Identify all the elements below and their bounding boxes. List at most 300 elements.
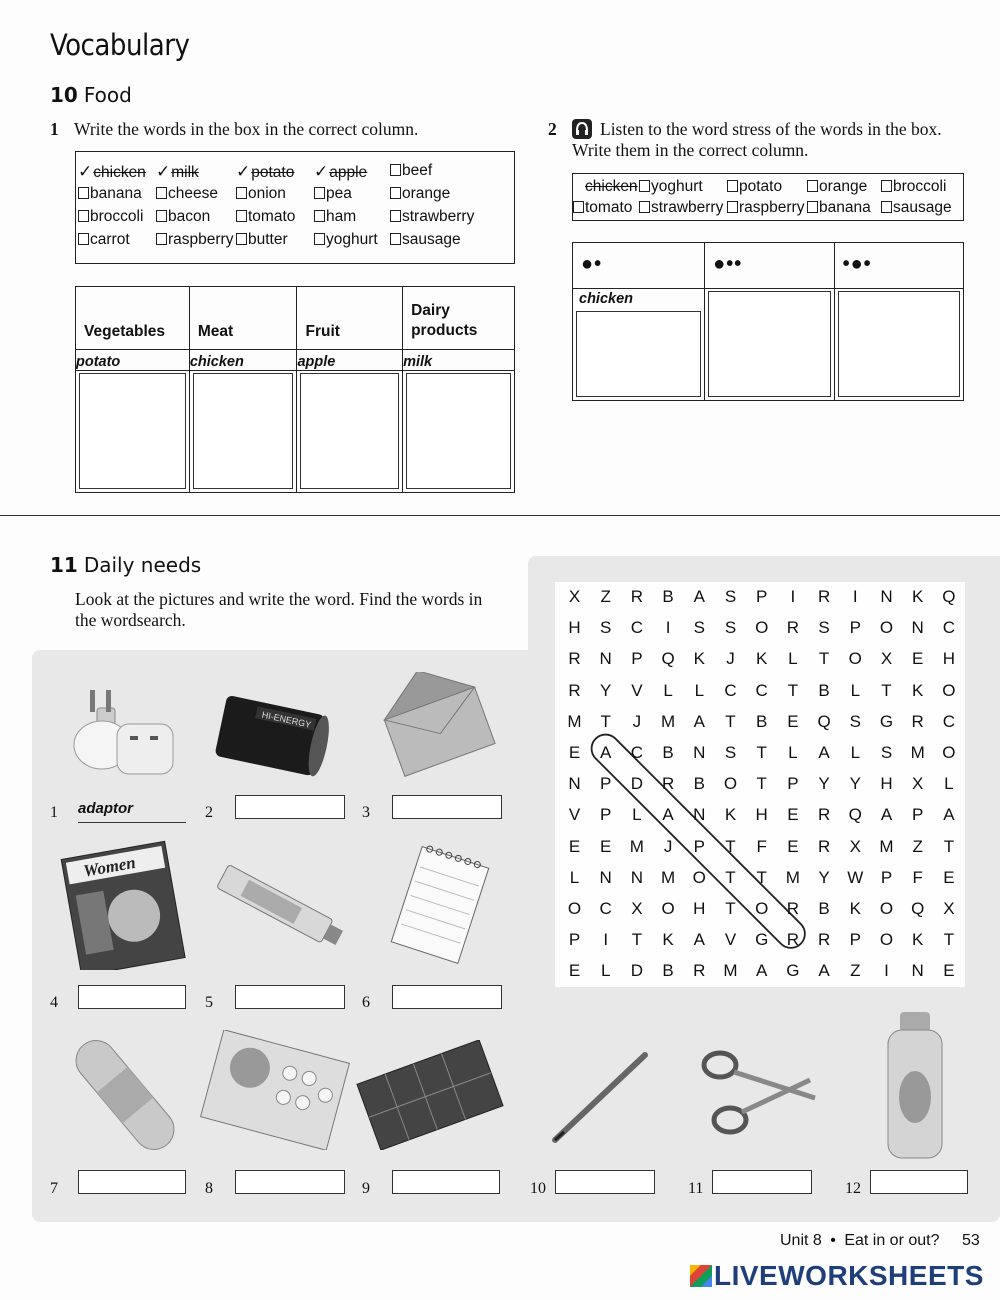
battery-icon [212,680,332,790]
wordsearch-letter[interactable]: E [787,711,799,731]
wordsearch-letter[interactable]: N [630,867,644,887]
column-header-vegetables: Vegetables [76,287,190,350]
wordsearch-letter[interactable]: P [631,649,643,669]
word-label: cheese [168,185,218,202]
wordsearch-letter[interactable]: X [880,649,893,669]
wordsearch-letter[interactable]: A [880,805,893,825]
wordsearch-letter[interactable]: P [912,805,924,825]
word-label: butter [248,231,288,248]
checkbox[interactable] [807,180,818,192]
wordsearch-letter[interactable]: Z [912,836,923,856]
stress-word-potato [727,178,782,196]
wordsearch-letter[interactable]: T [943,930,955,950]
word-raspberry [156,231,233,249]
word-label: strawberry [402,208,475,225]
section-heading-food [50,83,132,107]
word-banana [78,185,142,203]
stress-pattern-2: ●•• [705,243,834,289]
answer-box-fruit[interactable] [300,373,399,489]
wordsearch-letter[interactable]: X [631,899,643,918]
wordsearch-letter[interactable]: V [724,930,737,950]
stress-word-orange [807,178,867,196]
wordsearch-letter[interactable]: A [693,711,705,731]
word-beef [390,162,432,180]
checkbox[interactable] [314,210,325,222]
wordsearch-letter[interactable]: O [755,618,769,638]
envelope-icon [378,672,498,782]
wordsearch-letter[interactable]: I [852,587,858,606]
scissors-icon [690,1040,820,1150]
word-onion [236,185,286,203]
logo-icon [690,1265,712,1287]
answer-box-stress-2[interactable] [708,291,830,397]
wordsearch-letter[interactable]: L [850,743,861,762]
wordsearch-letter[interactable]: X [912,774,924,794]
wordsearch-letter[interactable]: V [631,680,643,700]
stress-word-broccoli [881,178,946,196]
wordsearch-letter[interactable]: T [725,867,736,887]
word-label: carrot [90,231,130,248]
wordsearch-letter[interactable]: N [911,618,924,638]
wordsearch-letter[interactable]: P [600,774,612,794]
stress-word-chicken [585,178,638,196]
wordsearch-letter[interactable]: S [600,618,612,638]
wordsearch-letter[interactable]: T [756,743,767,762]
wordsearch-letter[interactable]: L [663,680,673,700]
wordsearch-letter[interactable]: R [568,680,581,700]
stress-pattern-table [572,242,964,401]
wordsearch-letter[interactable]: N [599,867,612,887]
wordsearch-letter[interactable]: K [756,649,768,669]
wordsearch-letter[interactable]: E [943,961,955,981]
wordsearch-letter[interactable]: R [630,587,644,606]
wordsearch-letter[interactable]: O [567,899,582,918]
wordsearch-letter[interactable]: Z [850,961,861,981]
wordsearch-letter[interactable]: I [790,587,796,606]
wordsearch-letter[interactable]: T [725,711,736,731]
checkbox[interactable] [236,233,247,245]
wordsearch-letter[interactable]: S [693,618,705,638]
tick-icon: ✓ [314,162,329,181]
checkbox[interactable] [639,201,650,213]
wordsearch-letter[interactable]: O [879,930,894,950]
word-broccoli [78,208,143,226]
wordsearch-letter[interactable]: G [755,930,769,950]
chocolate-icon [355,1040,505,1150]
wordsearch-letter[interactable]: P [600,805,612,825]
checkbox[interactable] [390,210,401,222]
wordsearch-letter[interactable]: M [879,836,894,856]
wordsearch-letter[interactable]: O [879,899,894,918]
wordsearch-letter[interactable]: L [600,961,611,981]
cell [297,371,403,493]
wordsearch-letter[interactable]: E [787,836,799,856]
wordsearch-letter[interactable]: E [912,649,924,669]
wordsearch-letter[interactable]: E [568,743,581,762]
plaster-icon [70,1030,180,1160]
wordsearch-letter[interactable]: M [629,836,644,856]
wordsearch-letter[interactable]: R [817,587,831,606]
word-label: chicken [585,178,638,195]
word-label: pea [326,185,352,202]
wordsearch-letter[interactable]: M [723,961,738,981]
wordsearch-letter[interactable]: T [881,680,892,700]
wordsearch-letter[interactable]: C [630,743,644,762]
wordsearch-letter[interactable]: M [567,711,582,731]
wordsearch-letter[interactable]: L [788,743,798,762]
wordsearch-grid [555,582,965,987]
wordsearch-letter[interactable]: P [849,930,861,950]
wordsearch-letter[interactable]: Y [818,867,830,887]
section-title: Daily needs [83,553,202,577]
wordsearch-letter[interactable]: G [879,711,894,731]
answer-field-5[interactable] [235,985,345,1009]
word-label: tomato [248,208,296,225]
wordsearch-letter[interactable]: Q [911,899,925,918]
wordsearch-letter[interactable]: Q [942,587,956,606]
wordsearch-letter[interactable]: G [786,961,800,981]
toothpaste-icon [210,848,360,968]
wordsearch-letter[interactable]: C [755,680,768,700]
wordsearch-letter[interactable]: K [849,899,861,918]
wordsearch-letter[interactable]: O [942,680,956,700]
wordsearch-letter[interactable]: L [850,680,861,700]
item-number-1: 1 [50,804,58,821]
wordsearch-letter[interactable]: A [600,743,612,762]
checkbox[interactable] [390,164,401,176]
notepad-icon [385,840,495,970]
wordsearch-letter[interactable]: L [569,867,580,887]
wordsearch-letter[interactable]: R [817,805,831,825]
wordsearch-letter[interactable]: P [787,774,799,794]
checkbox[interactable] [314,233,325,245]
answer-box-stress-1[interactable] [576,311,701,397]
wordsearch-letter[interactable]: J [632,711,642,731]
wordsearch-letter[interactable]: Q [817,711,831,731]
task-number: 1 [50,119,59,139]
cell [705,289,834,401]
item-number-6: 6 [362,994,370,1011]
item-number-2: 2 [205,804,213,821]
shampoo-icon [880,1012,950,1162]
wordsearch-letter[interactable]: E [568,961,581,981]
word-strawberry [390,208,474,226]
wordsearch-letter[interactable]: A [818,961,830,981]
word-label: tomato [585,199,633,216]
word-label: yoghurt [326,231,378,248]
wordsearch-letter[interactable]: B [818,899,830,918]
wordsearch-letter[interactable]: T [725,836,736,856]
checkbox[interactable] [236,187,247,199]
word-apple [314,162,367,182]
wordsearch-letter[interactable]: R [661,774,675,794]
word-pea [314,185,352,203]
wordsearch-letter[interactable]: R [786,618,800,638]
liveworksheets-logo [690,1260,984,1292]
wordsearch-letter[interactable]: Y [849,774,861,794]
wordsearch-letter[interactable]: J [726,649,735,669]
cell [189,371,297,493]
wordsearch-letter[interactable]: A [943,805,955,825]
wordsearch-letter[interactable]: B [662,961,674,981]
wordsearch-letter[interactable]: R [911,711,924,731]
answer-box-stress-3[interactable] [838,291,960,397]
task-1-instruction [50,119,418,140]
wordsearch-letter[interactable]: M [910,743,925,762]
word-label: potato [739,178,783,195]
checkbox[interactable] [78,210,89,222]
word-label: strawberry [651,199,724,216]
checkbox[interactable] [727,201,738,213]
wordsearch-letter[interactable]: I [603,930,609,950]
answer-field-6[interactable] [392,985,502,1009]
checkbox[interactable] [78,233,89,245]
wordsearch-letter[interactable]: A [693,930,705,950]
wordsearch-letter[interactable]: N [880,587,893,606]
answer-box-vegetables[interactable] [79,373,186,489]
word-orange [390,185,450,203]
wordsearch-letter[interactable]: R [786,899,800,918]
wordsearch-letter[interactable]: D [630,774,644,794]
logo-text: LIVEWORKSHEETS [714,1260,984,1291]
answer-field-1[interactable]: adaptor [78,800,186,823]
stress-pattern-1: ●• [573,243,705,289]
word-label: beef [402,162,433,179]
answer-field-12[interactable] [870,1170,968,1194]
wordsearch-letter[interactable]: D [630,961,644,981]
wordsearch-letter[interactable]: X [943,899,955,918]
answer-field-9[interactable] [392,1170,500,1194]
wordsearch-letter[interactable]: R [817,836,831,856]
wordsearch-letter[interactable]: B [662,587,674,606]
answer-field-10[interactable] [555,1170,655,1194]
checkbox[interactable] [573,201,584,213]
wordsearch-letter[interactable]: P [693,836,705,856]
plug-adaptor-icon [62,690,182,790]
word-milk [156,162,199,182]
wordsearch-letter[interactable]: T [818,649,830,669]
wordsearch-letter[interactable]: Z [600,587,611,606]
checkbox[interactable] [881,201,892,213]
wordsearch-letter[interactable]: P [756,587,768,606]
wordsearch-letter[interactable]: K [912,930,924,950]
wordsearch-letter[interactable]: N [599,649,612,669]
wordsearch-letter[interactable]: S [849,711,861,731]
wordsearch-letter[interactable]: M [785,867,800,887]
wordsearch-letter[interactable]: N [693,805,706,825]
wordsearch-letter[interactable]: Q [848,805,862,825]
wordsearch-letter[interactable]: O [942,743,956,762]
wordsearch-letter[interactable]: O [723,774,738,794]
wordsearch-letter[interactable]: T [943,836,955,856]
example-vegetables: potato [76,350,190,371]
wordsearch-letter[interactable]: V [568,805,581,825]
wordsearch-letter[interactable]: A [818,743,830,762]
checkbox[interactable] [156,210,167,222]
wordsearch-letter[interactable]: X [849,836,861,856]
checkbox[interactable] [78,187,89,199]
item-number-8: 8 [205,1180,213,1197]
wordsearch-letter[interactable]: C [942,618,956,638]
wordsearch-letter[interactable]: Q [661,649,675,669]
item-number-12: 12 [845,1180,861,1197]
wordsearch-letter[interactable]: K [693,649,705,669]
dairy-label: Dairy products [411,302,478,339]
wordsearch-letter[interactable]: T [787,680,799,700]
wordsearch-letter[interactable]: H [942,649,956,669]
word-label: orange [402,185,451,202]
wordsearch-letter[interactable]: J [663,836,673,856]
wordsearch-letter[interactable]: F [756,836,767,856]
word-potato [236,162,294,182]
wordsearch-letter[interactable]: B [662,743,674,762]
wordsearch-letter[interactable]: H [880,774,893,794]
wordsearch-letter[interactable]: M [661,711,676,731]
answer-field-11[interactable] [712,1170,812,1194]
wordsearch-letter[interactable]: R [817,930,831,950]
wordsearch-letter[interactable]: L [944,774,954,794]
answer-field-2[interactable] [235,795,345,819]
wordsearch-letter[interactable]: C [942,711,956,731]
wordsearch-letter[interactable]: K [662,930,674,950]
wordsearch-letter[interactable]: R [568,649,581,669]
wordsearch-letter[interactable]: C [599,899,612,918]
wordsearch-letter[interactable]: H [568,618,581,638]
wordsearch-letter[interactable]: A [756,961,768,981]
wordsearch-letter[interactable]: E [600,836,612,856]
answer-field-4[interactable] [78,985,186,1009]
wordsearch-letter[interactable]: Y [600,680,612,700]
wordsearch-letter[interactable]: O [661,899,675,918]
wordsearch-letter[interactable]: O [755,899,769,918]
wordsearch-letter[interactable]: S [818,618,830,638]
checkbox[interactable] [639,180,650,192]
wordsearch-letter[interactable]: P [849,618,861,638]
wordsearch-letter[interactable]: B [756,711,768,731]
item-number-10: 10 [530,1180,546,1197]
column-header-fruit: Fruit [297,287,403,350]
wordsearch-letter[interactable]: I [884,961,889,981]
wordsearch-letter[interactable]: Y [818,774,830,794]
wordsearch-letter[interactable]: L [632,805,642,825]
wordsearch-letter[interactable]: S [724,618,737,638]
answer-box-meat[interactable] [193,373,294,489]
word-tomato [236,208,295,226]
checkbox[interactable] [156,187,167,199]
checkbox[interactable] [881,180,892,192]
wordsearch-letter[interactable]: X [568,587,581,606]
wordsearch-letter[interactable]: O [848,649,862,669]
wordsearch-letter[interactable]: C [724,680,737,700]
word-butter [236,231,288,249]
wordsearch-letter[interactable]: I [665,618,671,638]
word-label: sausage [402,231,461,248]
wordsearch-letter[interactable]: H [693,899,706,918]
wordsearch-letter[interactable]: P [880,867,893,887]
audio-icon[interactable] [572,119,592,139]
wordsearch-letter[interactable]: E [787,805,799,825]
wordsearch-letter[interactable]: N [693,743,706,762]
checkbox[interactable] [807,201,818,213]
page-number: 53 [961,1232,980,1249]
wordsearch-letter[interactable]: R [786,930,800,950]
answer-field-3[interactable] [392,795,502,819]
stress-word-strawberry [639,199,723,217]
word-label: sausage [893,199,952,216]
word-carrot [78,231,130,249]
stress-word-box [572,173,964,221]
checkbox[interactable] [390,187,401,199]
cell [834,289,963,401]
word-label: ham [326,208,357,225]
task-text-line1: Listen to the word stress of the words in the box. [600,119,942,139]
wordsearch-letter[interactable]: O [692,867,706,887]
word-yoghurt [314,231,378,249]
checkbox[interactable] [314,187,325,199]
footer-topic: Eat in or out? [844,1232,940,1249]
wordsearch-letter[interactable]: S [724,587,737,606]
pen-icon [540,1040,660,1150]
checkbox[interactable] [727,180,738,192]
wordsearch-letter[interactable]: N [911,961,924,981]
wordsearch-letter[interactable]: F [912,867,923,887]
word-label: orange [819,178,868,195]
word-label: chicken [93,164,146,181]
wordsearch-letter[interactable]: T [600,711,611,731]
wordsearch-letter[interactable]: L [788,649,798,669]
wordsearch-letter[interactable]: H [755,805,768,825]
wordsearch-letter[interactable]: K [724,805,737,825]
wordsearch-letter[interactable]: S [724,743,737,762]
word-label: potato [251,164,295,181]
wordsearch-letter[interactable]: B [693,774,705,794]
footer-separator: • [830,1232,836,1249]
wordsearch-letter[interactable]: N [568,774,581,794]
wordsearch-letter[interactable]: C [630,618,644,638]
wordsearch-letter[interactable]: T [631,930,643,950]
wordsearch-letter[interactable]: A [662,805,674,825]
wordsearch-letter[interactable]: E [568,836,581,856]
wordsearch-letter[interactable]: W [847,867,864,887]
wordsearch-letter[interactable]: K [912,587,924,606]
cell [403,371,515,493]
checkbox[interactable] [156,233,167,245]
wordsearch-letter[interactable]: B [818,680,830,700]
wordsearch-letter[interactable]: K [912,680,924,700]
wordsearch-letter[interactable]: S [880,743,893,762]
page-footer [780,1232,980,1250]
wordsearch-letter[interactable]: T [756,774,767,794]
word-label: broccoli [90,208,144,225]
answer-field-8[interactable] [235,1170,345,1194]
wordsearch-letter[interactable]: T [725,899,736,918]
example-fruit: apple [297,350,403,371]
answer-field-7[interactable] [78,1170,186,1194]
wordsearch-letter[interactable]: A [693,587,705,606]
answer-box-dairy[interactable] [406,373,511,489]
wordsearch-letter[interactable]: L [694,680,705,700]
wordsearch-letter[interactable]: P [568,930,581,950]
wordsearch-letter[interactable]: O [879,618,894,638]
checkbox[interactable] [390,233,401,245]
wordsearch-letter[interactable]: M [661,867,676,887]
column-header-dairy [403,287,515,350]
word-label: yoghurt [651,178,703,195]
checkbox[interactable] [236,210,247,222]
wordsearch-letter[interactable]: E [943,867,955,887]
wordsearch-letter[interactable]: R [693,961,706,981]
wordsearch-letter[interactable]: T [756,867,767,887]
